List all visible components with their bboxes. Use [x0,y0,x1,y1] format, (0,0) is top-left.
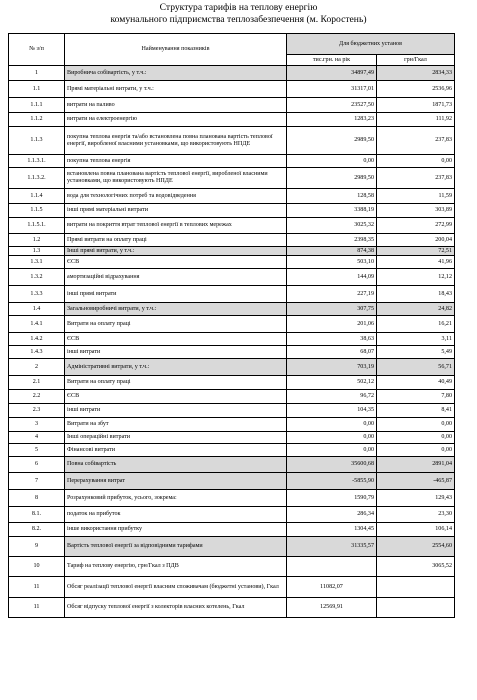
table-row [9,598,455,618]
table-row [9,557,455,577]
row-indicator-name: амортизаційні відрахування [65,269,287,286]
row-value-uah-per-gcal: 3065,52 [377,557,455,577]
row-indicator-name: Інші операційні витрати [65,432,287,444]
row-number: 8 [9,490,65,507]
row-value-thousand-uah: 286,34 [287,507,377,523]
row-number: 1.3 [9,247,65,256]
table-row [9,432,455,444]
row-value-thousand-uah: 874,38 [287,247,377,256]
table-row [9,457,455,473]
row-number: 3 [9,418,65,432]
row-value-thousand-uah: 0,00 [287,432,377,444]
row-number: 1.4.1 [9,316,65,333]
row-number: 8.2. [9,523,65,537]
table-row [9,418,455,432]
row-value-thousand-uah: 104,35 [287,404,377,418]
row-value-uah-per-gcal: 40,49 [377,376,455,390]
row-number: 1.1.3 [9,127,65,155]
row-value-uah-per-gcal: 237,83 [377,127,455,155]
row-indicator-name: Повна собівартість [65,457,287,473]
table-row [9,490,455,507]
table-row [9,537,455,557]
row-number: 2.2 [9,390,65,404]
row-value-uah-per-gcal: 0,00 [377,418,455,432]
row-number: 1.4 [9,303,65,316]
row-value-thousand-uah: 201,06 [287,316,377,333]
row-value-uah-per-gcal: 200,04 [377,234,455,247]
row-indicator-name: інші витрати [65,346,287,359]
row-value-uah-per-gcal: 2536,96 [377,81,455,98]
row-value-thousand-uah: 3025,32 [287,218,377,234]
table-row [9,189,455,204]
row-value-thousand-uah: 0,00 [287,444,377,457]
row-indicator-name: Перерахування витрат [65,473,287,490]
row-indicator-name: Витрати на оплату праці [65,316,287,333]
row-number: 4 [9,432,65,444]
header-thousand-uah-per-year: тис.грн. на рік [287,55,377,66]
table-row [9,256,455,269]
row-value-uah-per-gcal: 129,43 [377,490,455,507]
row-number: 5 [9,444,65,457]
row-value-thousand-uah: 502,12 [287,376,377,390]
row-value-thousand-uah: 1590,79 [287,490,377,507]
row-indicator-name: Обсяг реалізації теплової енергії власним споживачам (бюджетні установи), Гкал [65,577,287,598]
row-value-uah-per-gcal: 56,71 [377,359,455,376]
row-number: 1.4.2 [9,333,65,346]
row-indicator-name: Тариф на теплову енергію, грн/Гкал з ПДВ [65,557,287,577]
row-indicator-name: інші витрати [65,404,287,418]
row-value-thousand-uah: 128,58 [287,189,377,204]
row-indicator-name: інші прямі матеріальні витрати [65,204,287,218]
row-indicator-name: витрати на електроенергію [65,113,287,127]
table-row [9,507,455,523]
row-value-uah-per-gcal: 303,89 [377,204,455,218]
row-value-thousand-uah: 96,72 [287,390,377,404]
row-value-thousand-uah: 703,19 [287,359,377,376]
row-indicator-name: Вартість теплової енергії за відповідними тарифами [65,537,287,557]
table-row [9,81,455,98]
table-row [9,346,455,359]
row-value-thousand-uah: 2989,50 [287,168,377,189]
header-uah-per-gcal: грн/Гкал [377,55,455,66]
row-value-uah-per-gcal: -465,87 [377,473,455,490]
row-indicator-name: Виробнича собівартість, у т.ч.: [65,66,287,81]
row-value-uah-per-gcal: 2834,33 [377,66,455,81]
row-indicator-name: Прямі витрати на оплату праці [65,234,287,247]
row-value-thousand-uah [287,557,377,577]
row-indicator-name: Загальновиробничі витрати, у т.ч.: [65,303,287,316]
row-value-uah-per-gcal [377,577,455,598]
row-indicator-name: витрати на паливо [65,98,287,113]
row-value-uah-per-gcal: 272,99 [377,218,455,234]
row-number: 11 [9,577,65,598]
row-number: 1.1.2 [9,113,65,127]
row-value-thousand-uah: 35600,68 [287,457,377,473]
table-row [9,155,455,168]
title-line-2: комунального підприємства теплозабезпечення (м. Коростень) [110,13,367,25]
row-number: 6 [9,457,65,473]
row-value-uah-per-gcal: 3,11 [377,333,455,346]
row-indicator-name: податок на прибуток [65,507,287,523]
row-number: 1.1.4 [9,189,65,204]
row-value-uah-per-gcal: 1871,73 [377,98,455,113]
table-row [9,444,455,457]
row-indicator-name: Адміністративні витрати, у т.ч.: [65,359,287,376]
row-indicator-name: ЄСВ [65,390,287,404]
row-value-uah-per-gcal: 23,30 [377,507,455,523]
row-value-thousand-uah: 144,09 [287,269,377,286]
row-indicator-name: витрати на покриття втрат теплової енергії в теплових мережах [65,218,287,234]
table-row [9,473,455,490]
document-title [0,2,477,25]
row-value-uah-per-gcal [377,598,455,618]
table-row [9,98,455,113]
table-row [9,333,455,346]
row-number: 11 [9,598,65,618]
table-row [9,404,455,418]
row-value-uah-per-gcal: 106,14 [377,523,455,537]
table-row [9,286,455,303]
row-indicator-name: Витрати на оплату праці [65,376,287,390]
row-number: 9 [9,537,65,557]
header-budget-institutions: Для бюджетних установ [287,34,455,55]
row-value-thousand-uah: 2398,35 [287,234,377,247]
row-value-uah-per-gcal: 0,00 [377,432,455,444]
row-value-uah-per-gcal: 111,92 [377,113,455,127]
row-value-uah-per-gcal: 2891,04 [377,457,455,473]
row-value-thousand-uah: 38,63 [287,333,377,346]
table-row [9,127,455,155]
row-number: 1.1.1 [9,98,65,113]
row-value-thousand-uah: 3388,19 [287,204,377,218]
row-number: 1.2 [9,234,65,247]
header-number: № з/п [9,34,65,66]
row-value-uah-per-gcal: 2554,60 [377,537,455,557]
row-indicator-name: покупна теплова енергія [65,155,287,168]
row-indicator-name: Інші прямі витрати, у т.ч.: [65,247,287,256]
row-number: 1.3.1 [9,256,65,269]
row-value-thousand-uah: 2989,50 [287,127,377,155]
row-number: 2.3 [9,404,65,418]
row-number: 2.1 [9,376,65,390]
row-indicator-name: ЄСВ [65,333,287,346]
row-number: 1.3.2 [9,269,65,286]
row-value-uah-per-gcal: 12,12 [377,269,455,286]
row-number: 8.1. [9,507,65,523]
row-value-thousand-uah: -5855,90 [287,473,377,490]
row-value-uah-per-gcal: 16,21 [377,316,455,333]
row-number: 2 [9,359,65,376]
table-row [9,113,455,127]
table-row [9,316,455,333]
row-value-uah-per-gcal: 5,49 [377,346,455,359]
row-indicator-name: інше використання прибутку [65,523,287,537]
table-row [9,204,455,218]
row-number: 1.1.3.1. [9,155,65,168]
table-row [9,66,455,81]
row-number: 10 [9,557,65,577]
row-indicator-name: вода для технологічних потреб та водовідведення [65,189,287,204]
row-value-uah-per-gcal: 8,41 [377,404,455,418]
row-number: 1.3.3 [9,286,65,303]
row-value-thousand-uah: 1304,45 [287,523,377,537]
row-indicator-name: ЄСВ [65,256,287,269]
row-number: 7 [9,473,65,490]
row-value-uah-per-gcal: 72,51 [377,247,455,256]
table-row [9,359,455,376]
row-indicator-name: встановлена повна планована вартість теплової енергії, виробленої власними установками, що використовують НПДЕ [65,168,287,189]
row-indicator-name: Прямі матеріальні витрати, у т.ч.: [65,81,287,98]
row-number: 1.1.3.2. [9,168,65,189]
row-number: 1.4.3 [9,346,65,359]
row-value-uah-per-gcal: 7,80 [377,390,455,404]
row-value-uah-per-gcal: 0,00 [377,444,455,457]
title-line-1: Структура тарифів на теплову енергію [159,2,318,13]
table-row [9,218,455,234]
row-value-thousand-uah: 31335,57 [287,537,377,557]
row-value-thousand-uah: 227,19 [287,286,377,303]
row-indicator-name: Витрати на збут [65,418,287,432]
row-indicator-name: Фінансові витрати [65,444,287,457]
row-indicator-name: інші прямі витрати [65,286,287,303]
row-value-thousand-uah: 12569,91 [287,598,377,618]
row-value-uah-per-gcal: 41,96 [377,256,455,269]
row-value-thousand-uah: 31317,01 [287,81,377,98]
row-value-thousand-uah: 0,00 [287,155,377,168]
table-row [9,376,455,390]
row-value-thousand-uah: 34897,49 [287,66,377,81]
row-indicator-name: покупна теплова енергія та/або встановлена повна планована вартість теплової енергії, виробленої власними установками, що використовують НПДЕ [65,127,287,155]
row-value-thousand-uah: 68,07 [287,346,377,359]
row-number: 1.1.5 [9,204,65,218]
row-indicator-name: Обсяг відпуску теплової енергії з колекторів власних котелень, Гкал [65,598,287,618]
table-row [9,269,455,286]
table-row [9,234,455,247]
row-value-uah-per-gcal: 0,00 [377,155,455,168]
row-value-thousand-uah: 23527,50 [287,98,377,113]
row-value-thousand-uah: 11082,07 [287,577,377,598]
row-indicator-name: Розрахунковий прибуток, усього, зокрема: [65,490,287,507]
row-number: 1.1 [9,81,65,98]
table-row [9,247,455,256]
table-row [9,168,455,189]
row-value-uah-per-gcal: 18,43 [377,286,455,303]
row-value-thousand-uah: 503,10 [287,256,377,269]
row-value-uah-per-gcal: 24,82 [377,303,455,316]
row-value-uah-per-gcal: 11,59 [377,189,455,204]
table-row [9,390,455,404]
tariff-structure-table [8,33,455,618]
row-value-thousand-uah: 307,75 [287,303,377,316]
table-row [9,577,455,598]
table-row [9,523,455,537]
row-value-thousand-uah: 1283,23 [287,113,377,127]
header-indicator-name: Найменування показників [65,34,287,66]
row-number: 1 [9,66,65,81]
row-value-uah-per-gcal: 237,83 [377,168,455,189]
table-row [9,303,455,316]
row-number: 1.1.5.1. [9,218,65,234]
row-value-thousand-uah: 0,00 [287,418,377,432]
